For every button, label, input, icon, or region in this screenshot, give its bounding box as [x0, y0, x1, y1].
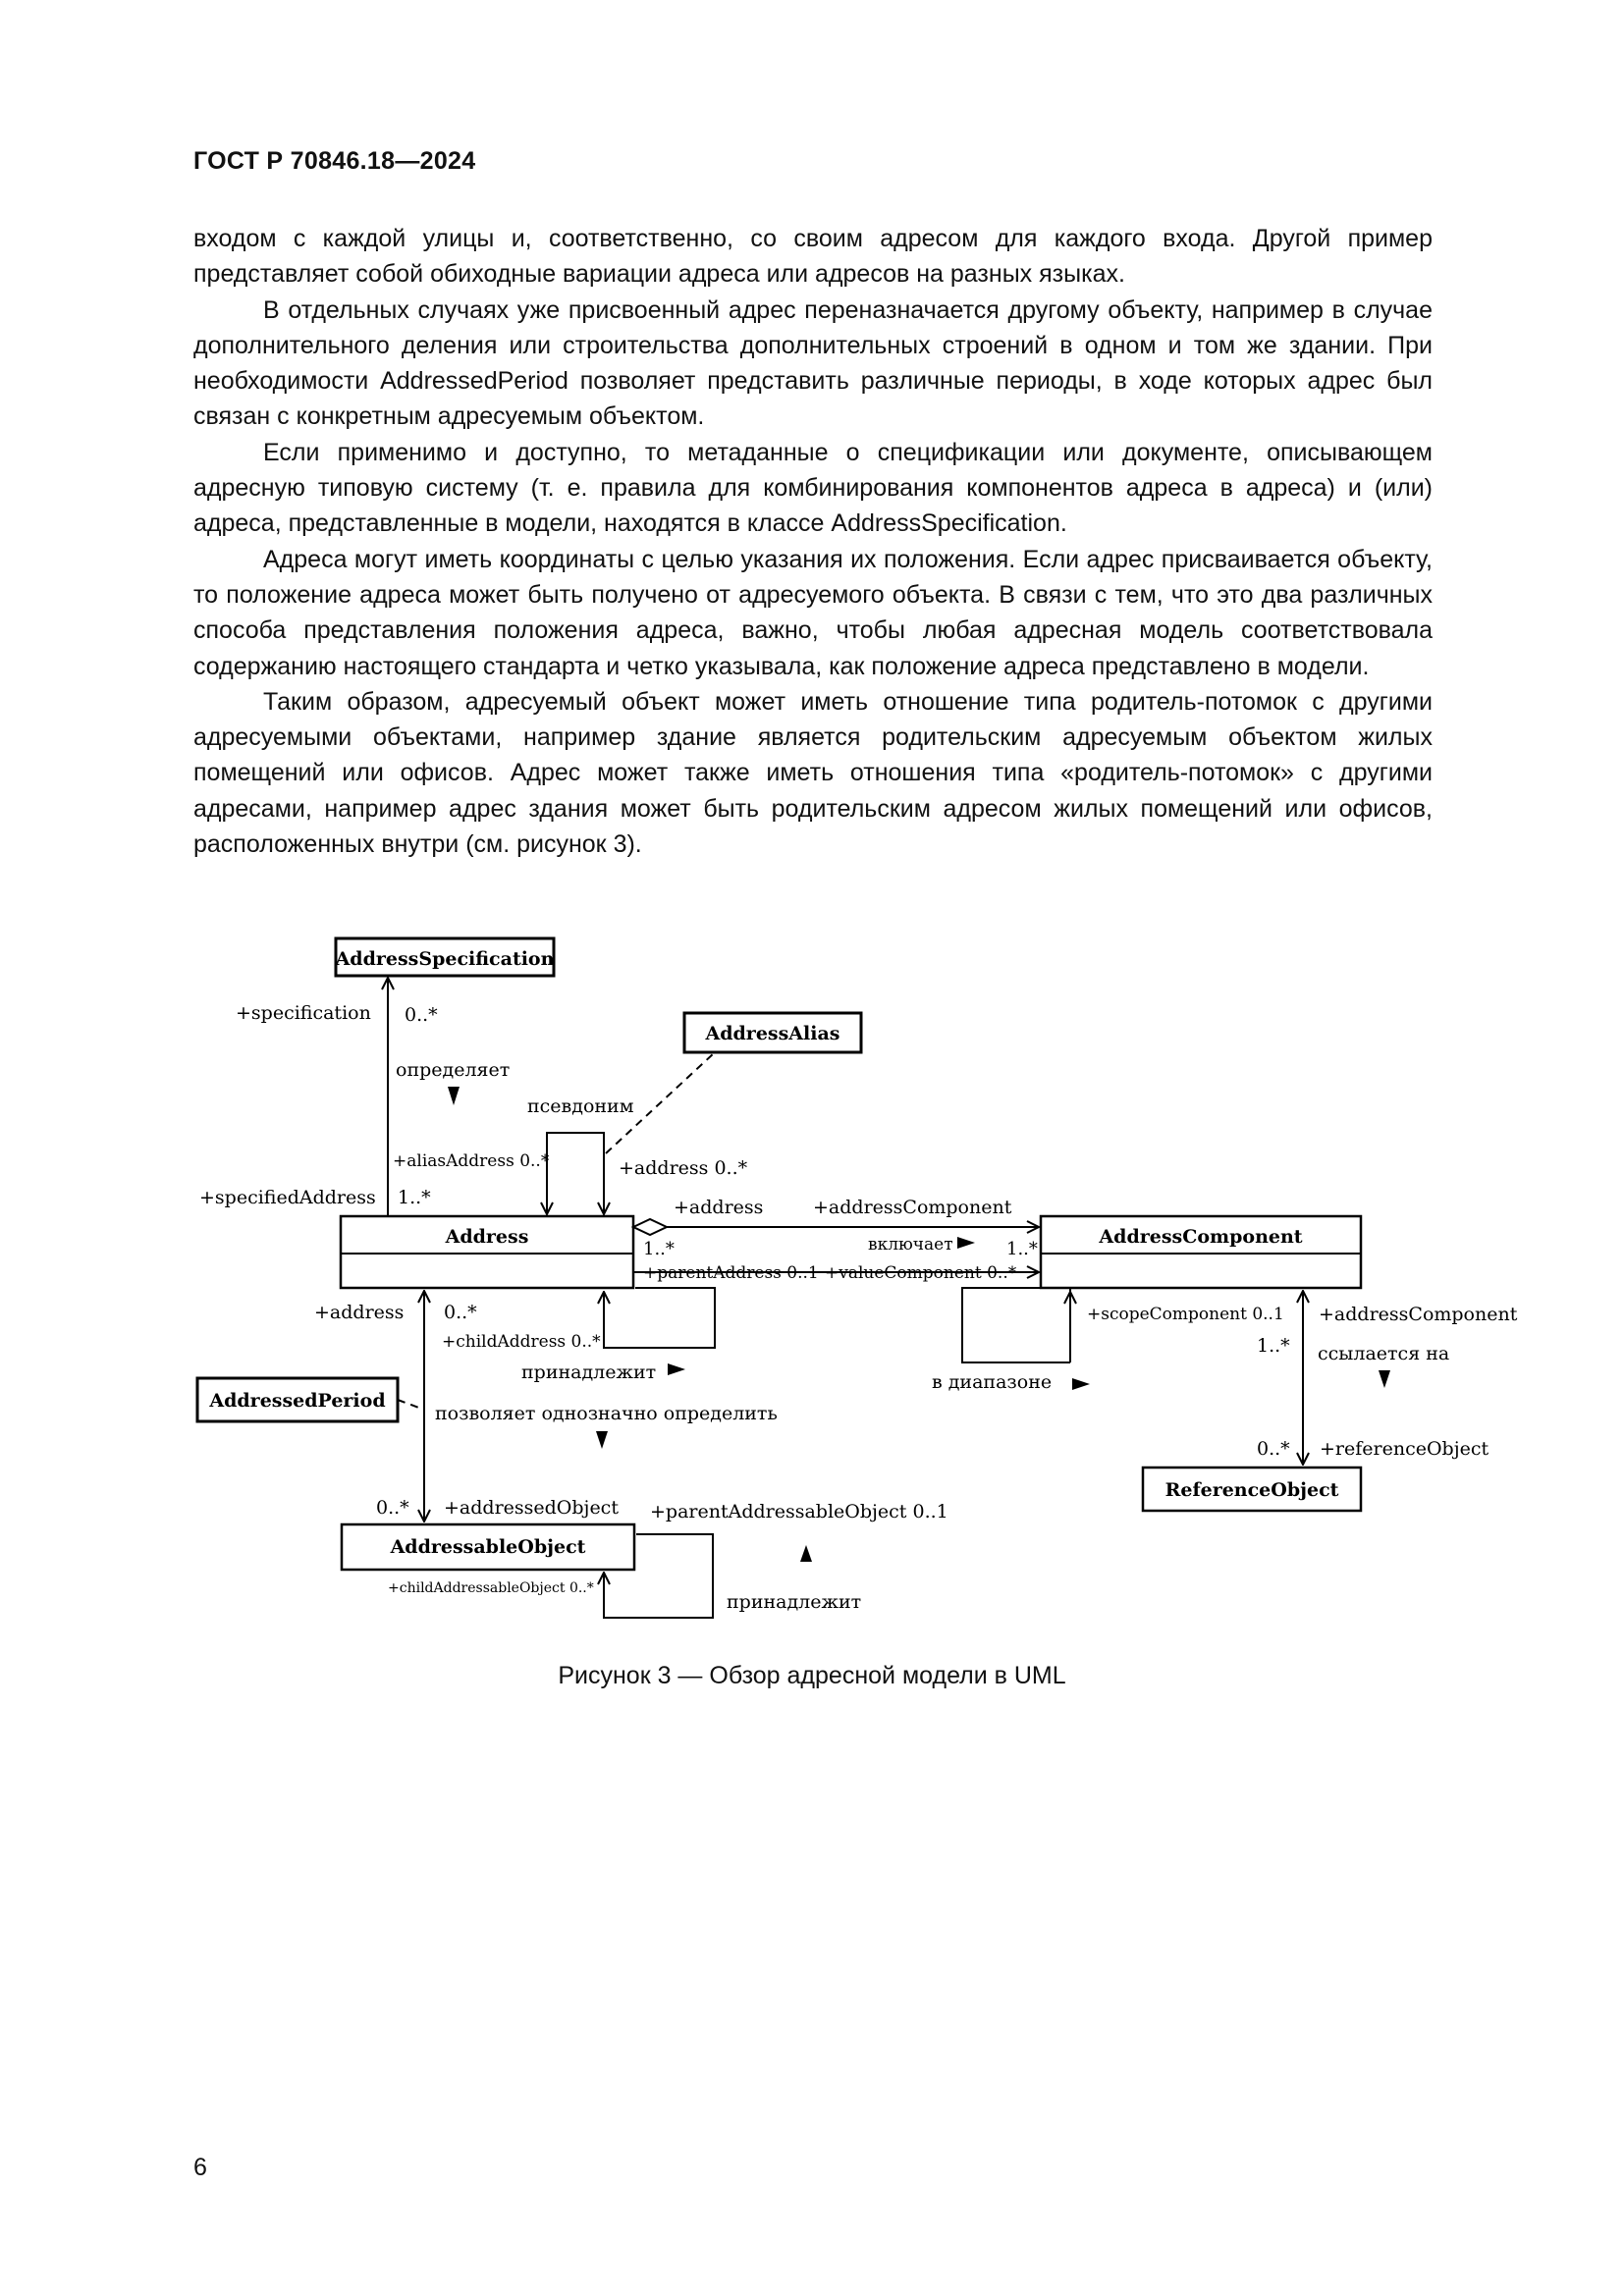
page-number: 6: [193, 2154, 207, 2181]
figure-caption: Рисунок 3 — Обзор адресной модели в UML: [558, 1662, 1066, 1689]
parent-addressable-label: +parentAddressableObject 0..1: [650, 1501, 948, 1522]
child-address-label: +childAddress 0..*: [442, 1332, 601, 1352]
addressed-period-dashed-link: [398, 1400, 424, 1410]
alias-target-label: +address 0..*: [619, 1157, 748, 1179]
addressable-object-loop: [604, 1534, 713, 1618]
address-name: Address: [445, 1226, 529, 1248]
refers-direction-icon: [1379, 1370, 1390, 1388]
specified-address-mult-label: 1..*: [398, 1187, 431, 1208]
paragraph-1: входом с каждой улицы и, соответственно, со своим адресом для каждого входа. Другой пример представляет собой обиходные вариации адреса или адресов на разных языках.: [193, 225, 1433, 289]
paragraph-4: Адреса могут иметь координаты с целью указания их положения. Если адрес присваивается объекту, то положение адреса может быть получено от адресуемого объекта. В связи с тем, что это два различных способа представления положения адреса, важно, чтобы любая адресная модель соответствовала содержанию настоящего стандарта и четко указывала, как положение адреса представлено в модели.: [193, 545, 1433, 680]
aggregation-diamond: [633, 1219, 667, 1235]
value-component-label: +valueComponent 0..*: [825, 1263, 1017, 1283]
document-header: ГОСТ Р 70846.18—2024: [193, 147, 476, 175]
paragraph-5: Таким образом, адресуемый объект может иметь отношение типа родитель-потомок с другими адресуемыми объектами, например здание является родительским адресуемым объектом жилых помещений или офисов. Адрес может также иметь отношения типа «родитель-потомок» с другими адресами, например адрес здания может быть родительским адресом жилых помещений или офисов, расположенных внутри (см. рисунок 3).: [193, 687, 1433, 859]
specified-address-role-label: +specifiedAddress: [199, 1187, 376, 1208]
reference-object-role-label: +referenceObject: [1320, 1438, 1489, 1460]
identifies-direction-icon: [596, 1431, 608, 1449]
belongs-object-direction-icon: [800, 1545, 812, 1562]
address-mult-bottom-label: 0..*: [444, 1302, 477, 1323]
address-parent-loop: [604, 1288, 715, 1348]
address-component-name: AddressComponent: [1099, 1226, 1303, 1248]
defines-label: определяет: [396, 1059, 511, 1081]
ref-mult-top-label: 1..*: [1257, 1335, 1290, 1357]
scope-component-label: +scopeComponent 0..1: [1087, 1305, 1284, 1324]
paragraph-3: Если применимо и доступно, то метаданные о спецификации или документе, описывающем адресную типовую систему (т. е. правила для комбинирования компонентов адреса в адреса) и (или) адреса, представленные в модели, находятся в классе AddressSpecification.: [193, 438, 1433, 538]
ref-address-component-label: +addressComponent: [1319, 1304, 1518, 1325]
includes-mult-left-label: 1..*: [643, 1239, 675, 1259]
identifies-label: позволяет однозначно определить: [435, 1403, 778, 1424]
addressable-object-name: AddressableObject: [390, 1536, 586, 1558]
addressed-period-name: AddressedPeriod: [209, 1390, 386, 1412]
address-role-bottom-label: +address: [314, 1302, 405, 1323]
reference-object-name: ReferenceObject: [1164, 1479, 1339, 1501]
ref-mult-bottom-label: 0..*: [1257, 1438, 1290, 1460]
belongs-direction-icon: [668, 1363, 685, 1375]
includes-mult-right-label: 1..*: [1006, 1239, 1038, 1259]
address-alias-name: AddressAlias: [705, 1023, 840, 1044]
specification-role-label: +specification: [236, 1002, 371, 1024]
addressed-object-mult-label: 0..*: [376, 1497, 409, 1519]
in-range-direction-icon: [1072, 1378, 1090, 1390]
refers-to-label: ссылается на: [1318, 1343, 1450, 1364]
specification-mult-label: 0..*: [405, 1004, 438, 1026]
address-role-label: +address: [674, 1197, 764, 1218]
alias-association-line: [547, 1133, 604, 1214]
child-addressable-label: +childAddressableObject 0..*: [388, 1580, 594, 1596]
address-component-role-label: +addressComponent: [813, 1197, 1012, 1218]
in-range-label: в диапазоне: [932, 1371, 1053, 1393]
includes-direction-icon: [957, 1237, 975, 1249]
includes-label: включает: [868, 1235, 953, 1255]
scope-component-loop: [962, 1288, 1070, 1362]
alias-address-label: +aliasAddress 0..*: [393, 1151, 550, 1171]
belongs-to-address-label: принадлежит: [521, 1362, 657, 1383]
parent-address-label: +parentAddress 0..1: [643, 1263, 819, 1283]
paragraph-2: В отдельных случаях уже присвоенный адрес переназначается другому объекту, например в случае дополнительного деления или строительства дополнительных строений в одном и том же здании. При необходимости AddressedPeriod позволяет представить различные периоды, в ходе которых адрес был связан с конкретным адресуемым объектом.: [193, 295, 1433, 431]
address-specification-name: AddressSpecification: [335, 948, 555, 970]
alias-assoc-label: псевдоним: [527, 1095, 634, 1117]
belongs-to-object-label: принадлежит: [727, 1591, 862, 1613]
addressed-object-role-label: +addressedObject: [444, 1497, 619, 1519]
defines-direction-icon: [448, 1087, 460, 1105]
